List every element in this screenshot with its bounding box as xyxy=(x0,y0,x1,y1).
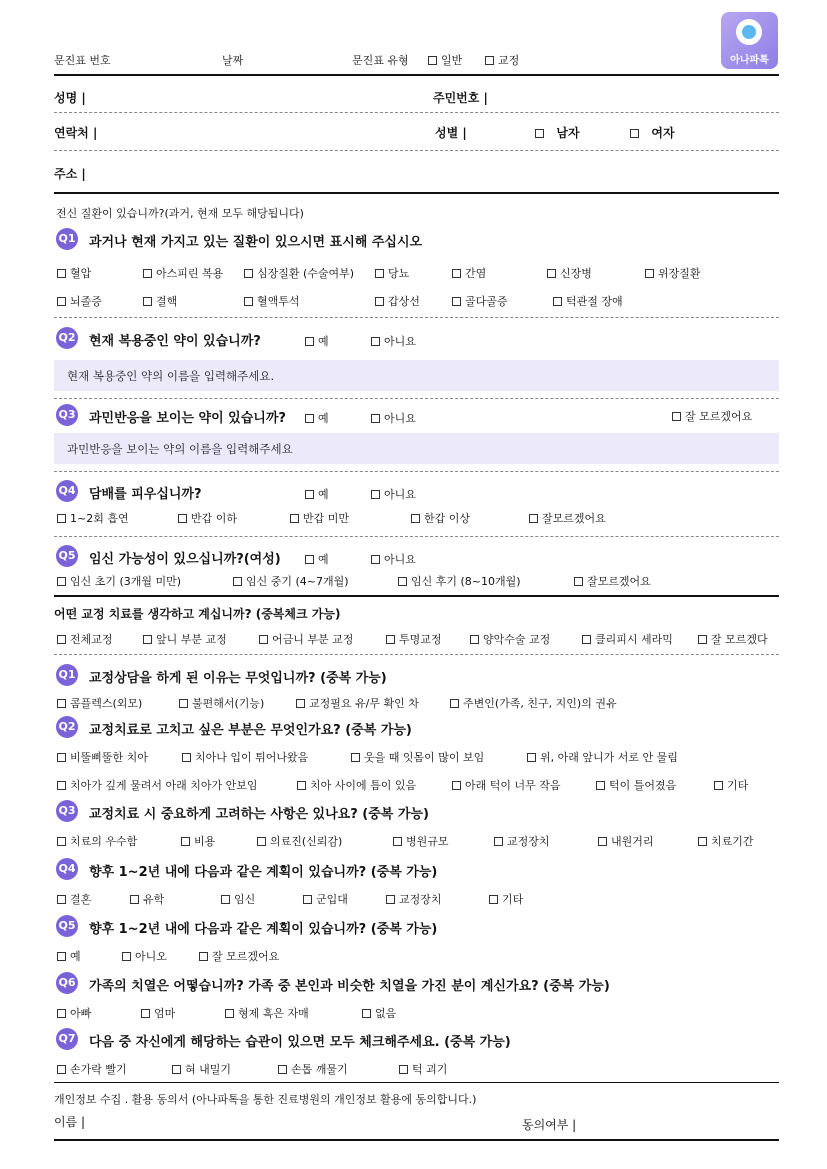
option-label: 임신 초기 (3개월 미만) xyxy=(70,575,182,588)
option-label: 기타 xyxy=(502,893,524,906)
q5-no-option[interactable]: 아니요 xyxy=(371,551,416,567)
option-label: 잘 모르겠어요 xyxy=(212,950,280,963)
input-placeholder: 과민반응을 보이는 약의 이름을 입력해주세요 xyxy=(67,442,293,456)
checkbox[interactable] xyxy=(371,555,380,564)
type-general-option[interactable]: 일반 xyxy=(428,52,462,68)
option-label: 손톱 깨물기 xyxy=(291,1063,348,1076)
checkbox[interactable] xyxy=(290,514,299,523)
option-label: 결혼 xyxy=(70,893,92,906)
option-label: 아래 턱이 너무 작음 xyxy=(465,779,561,792)
option-label: 혈액투석 xyxy=(257,295,300,308)
checkbox[interactable] xyxy=(259,635,268,644)
question-badge: Q2 xyxy=(56,327,78,349)
option-item[interactable] xyxy=(122,948,167,964)
option-item[interactable] xyxy=(57,631,113,647)
option-label: 치료기간 xyxy=(711,835,754,848)
option-item[interactable] xyxy=(596,777,676,793)
question-badge: Q3 xyxy=(56,800,78,822)
gender-label: 성별 | xyxy=(435,126,467,140)
question-badge: Q6 xyxy=(56,972,78,994)
option-item[interactable] xyxy=(141,1005,175,1021)
checkbox[interactable] xyxy=(698,635,707,644)
checkbox[interactable] xyxy=(527,753,536,762)
option-item[interactable] xyxy=(130,891,164,907)
question-text: 교정치료 시 중요하게 고려하는 사항은 있나요? (중복 가능) xyxy=(89,807,429,822)
question-text: 과민반응을 보이는 약이 있습니까? xyxy=(89,411,286,426)
option-label: 1~2회 흡연 xyxy=(70,512,129,525)
option-label: 전체교정 xyxy=(70,633,113,646)
checkbox[interactable] xyxy=(698,837,707,846)
question-badge: Q3 xyxy=(56,404,78,426)
section2-title: 어떤 교정 치료를 생각하고 계십니까? (중복체크 가능) xyxy=(54,607,341,621)
option-label: 앞니 부분 교정 xyxy=(156,633,227,646)
checkbox[interactable] xyxy=(399,1065,408,1074)
option-item[interactable] xyxy=(494,833,550,849)
option-label: 유학 xyxy=(143,893,165,906)
option-item[interactable] xyxy=(143,293,177,309)
consent-name-field[interactable]: 이름 | xyxy=(54,1115,86,1129)
option-item[interactable] xyxy=(645,265,701,281)
option-label: 양악수술 교정 xyxy=(483,633,551,646)
question-text: 담배를 피우십니까? xyxy=(89,487,202,502)
option-label: 당뇨 xyxy=(388,267,410,280)
option-label: 교정필요 유/무 확인 차 xyxy=(309,697,419,710)
option-item[interactable] xyxy=(452,265,486,281)
option-item[interactable] xyxy=(179,695,264,711)
option-item[interactable] xyxy=(57,948,81,964)
option-label: 잘 모르겠다 xyxy=(711,633,768,646)
option-label: 한갑 이상 xyxy=(424,512,471,525)
q5-yes-option[interactable]: 예 xyxy=(305,551,329,567)
option-label: 어금니 부분 교정 xyxy=(272,633,354,646)
divider xyxy=(54,654,779,655)
checkbox[interactable] xyxy=(221,895,230,904)
question-badge: Q1 xyxy=(56,664,78,686)
question-text: 향후 1~2년 내에 다음과 같은 계획이 있습니까? (중복 가능) xyxy=(89,865,438,880)
option-label: 임신 후기 (8~10개월) xyxy=(411,575,521,588)
checkbox[interactable] xyxy=(535,129,544,138)
checkbox[interactable] xyxy=(452,297,461,306)
checkbox[interactable] xyxy=(297,781,306,790)
option-label: 비뚤삐뚤한 치아 xyxy=(70,751,148,764)
checkbox[interactable] xyxy=(714,781,723,790)
option-item[interactable] xyxy=(547,265,592,281)
option-label: 위, 아래 앞니가 서로 안 물림 xyxy=(540,751,678,764)
input-placeholder: 현재 복용중인 약의 이름을 입력해주세요. xyxy=(67,369,275,383)
resident-number-field[interactable]: 주민번호 | xyxy=(433,91,488,105)
checkbox[interactable] xyxy=(375,269,384,278)
question-text: 다음 중 자신에게 해당하는 습관이 있으면 모두 체크해주세요. (중복 가능) xyxy=(89,1035,511,1050)
option-label: 콤플렉스(외모) xyxy=(70,697,143,710)
question-badge: Q1 xyxy=(56,228,78,250)
form-type-label: 문진표 유형 xyxy=(352,54,409,67)
checkbox[interactable] xyxy=(57,952,66,961)
contact-field[interactable]: 연락처 | xyxy=(54,126,98,140)
option-label: 예 xyxy=(70,950,81,963)
option-item[interactable] xyxy=(57,265,91,281)
option-label: 교정장치 xyxy=(399,893,442,906)
option-item[interactable] xyxy=(582,631,673,647)
checkbox[interactable] xyxy=(178,514,187,523)
checkbox[interactable] xyxy=(57,781,66,790)
checkbox[interactable] xyxy=(57,895,66,904)
option-label: 아빠 xyxy=(70,1007,92,1020)
option-item[interactable] xyxy=(714,777,748,793)
option-item[interactable] xyxy=(259,631,353,647)
option-item[interactable] xyxy=(172,1061,231,1077)
address-field[interactable]: 주소 | xyxy=(54,167,86,181)
option-item[interactable] xyxy=(450,695,617,711)
checkbox[interactable] xyxy=(630,129,639,138)
option-item[interactable] xyxy=(199,948,279,964)
allergy-input[interactable] xyxy=(54,433,779,464)
option-item[interactable] xyxy=(143,631,227,647)
q4-no-option[interactable]: 아니요 xyxy=(371,486,416,502)
option-item[interactable] xyxy=(489,891,523,907)
option-label: 치료의 우수함 xyxy=(70,835,138,848)
option-item[interactable] xyxy=(182,749,308,765)
checkbox[interactable] xyxy=(141,1009,150,1018)
option-item[interactable] xyxy=(297,777,416,793)
q3-unknown-option[interactable]: 잘 모르겠어요 xyxy=(672,408,752,424)
checkbox[interactable] xyxy=(371,490,380,499)
option-item[interactable] xyxy=(221,891,255,907)
checkbox[interactable] xyxy=(143,269,152,278)
checkbox[interactable] xyxy=(305,337,314,346)
checkbox[interactable] xyxy=(411,514,420,523)
option-label: 교정장치 xyxy=(507,835,550,848)
option-item[interactable] xyxy=(452,293,508,309)
option-label: 잘모르겠어요 xyxy=(542,512,606,525)
option-item[interactable] xyxy=(399,1061,447,1077)
option-label: 비용 xyxy=(194,835,216,848)
checkbox[interactable] xyxy=(371,337,380,346)
checkbox[interactable] xyxy=(351,753,360,762)
checkbox[interactable] xyxy=(57,635,66,644)
option-label: 잘모르겠어요 xyxy=(587,575,651,588)
checkbox[interactable] xyxy=(529,514,538,523)
option-label: 혈압 xyxy=(70,267,92,280)
option-item[interactable] xyxy=(233,573,349,589)
checkbox[interactable] xyxy=(398,577,407,586)
option-label: 내원거리 xyxy=(611,835,654,848)
checkbox[interactable] xyxy=(57,269,66,278)
checkbox[interactable] xyxy=(598,837,607,846)
option-label: 간염 xyxy=(465,267,487,280)
checkbox[interactable] xyxy=(305,490,314,499)
checkbox[interactable] xyxy=(257,837,266,846)
checkbox[interactable] xyxy=(547,269,556,278)
section1-title: 전신 질환이 있습니까?(과거, 현재 모두 해당됩니다) xyxy=(56,207,304,220)
option-label: 손가락 빨기 xyxy=(70,1063,127,1076)
option-item[interactable] xyxy=(598,833,654,849)
question-badge: Q5 xyxy=(56,915,78,937)
option-label: 위장질환 xyxy=(658,267,701,280)
option-item[interactable] xyxy=(57,695,142,711)
checkbox[interactable] xyxy=(485,56,494,65)
option-item[interactable] xyxy=(529,510,606,526)
checkbox[interactable] xyxy=(179,699,188,708)
option-label: 불편해서(기능) xyxy=(192,697,265,710)
checkbox[interactable] xyxy=(452,781,461,790)
option-item[interactable] xyxy=(57,1061,127,1077)
option-item[interactable] xyxy=(553,293,623,309)
option-item[interactable] xyxy=(574,573,651,589)
checkbox[interactable] xyxy=(225,1009,234,1018)
option-item[interactable] xyxy=(57,293,102,309)
option-item[interactable] xyxy=(57,1005,91,1021)
consent-title: 개인정보 수집 . 활용 동의서 (아나파톡을 통한 진료병원의 개인정보 활용에 동의합니다.) xyxy=(54,1093,477,1106)
divider xyxy=(54,317,779,318)
consent-agree-field[interactable]: 동의여부 | xyxy=(522,1118,577,1132)
option-label: 혀 내밀기 xyxy=(185,1063,232,1076)
question-text: 임신 가능성이 있으십니까?(여성) xyxy=(89,552,281,567)
checkbox[interactable] xyxy=(428,56,437,65)
medication-input[interactable] xyxy=(54,360,779,391)
option-label: 결핵 xyxy=(156,295,178,308)
option-item[interactable] xyxy=(698,631,768,647)
checkbox[interactable] xyxy=(305,414,314,423)
option-label: 턱이 틀어졌음 xyxy=(609,779,677,792)
checkbox[interactable] xyxy=(57,1009,66,1018)
option-label: 형제 혹은 자매 xyxy=(238,1007,309,1020)
option-label: 임신 중기 (4~7개월) xyxy=(246,575,349,588)
checkbox[interactable] xyxy=(57,1065,66,1074)
checkbox[interactable] xyxy=(645,269,654,278)
checkbox[interactable] xyxy=(386,635,395,644)
checkbox[interactable] xyxy=(172,1065,181,1074)
option-item[interactable] xyxy=(296,695,419,711)
option-label: 뇌졸증 xyxy=(70,295,102,308)
option-item[interactable] xyxy=(57,573,181,589)
option-label: 기타 xyxy=(727,779,749,792)
q3-no-option[interactable]: 아니요 xyxy=(371,410,416,426)
option-item[interactable] xyxy=(303,891,348,907)
question-text: 과거나 현재 가지고 있는 질환이 있으시면 표시해 주십시오 xyxy=(89,235,423,250)
option-label: 신장병 xyxy=(560,267,592,280)
name-field[interactable]: 성명 | xyxy=(54,91,86,105)
option-item[interactable] xyxy=(362,1005,396,1021)
option-item[interactable] xyxy=(57,749,148,765)
option-label: 웃을 때 잇몸이 많이 보임 xyxy=(364,751,485,764)
option-label: 아스피린 복용 xyxy=(156,267,224,280)
option-label: 턱 괴기 xyxy=(412,1063,448,1076)
option-label: 턱관절 장애 xyxy=(566,295,623,308)
option-item[interactable] xyxy=(57,777,258,793)
option-label: 없음 xyxy=(375,1007,397,1020)
logo-text: 아나파톡 xyxy=(730,55,769,66)
form-number-label: 문진표 번호 xyxy=(54,54,111,67)
option-label: 심장질환 (수술여부) xyxy=(257,267,355,280)
checkbox[interactable] xyxy=(57,297,66,306)
type-ortho-option[interactable]: 교정 xyxy=(485,52,519,68)
checkbox[interactable] xyxy=(57,577,66,586)
option-item[interactable] xyxy=(178,510,237,526)
option-item[interactable] xyxy=(290,510,349,526)
question-badge: Q4 xyxy=(56,858,78,880)
checkbox[interactable] xyxy=(181,837,190,846)
option-item[interactable] xyxy=(351,749,484,765)
checkbox[interactable] xyxy=(470,635,479,644)
question-text: 교정치료로 고치고 싶은 부분은 무엇인가요? (중복 가능) xyxy=(89,723,412,738)
checkbox[interactable] xyxy=(244,269,253,278)
divider xyxy=(54,536,779,537)
checkbox[interactable] xyxy=(362,1009,371,1018)
divider xyxy=(54,398,779,399)
option-item[interactable] xyxy=(386,891,442,907)
checkbox[interactable] xyxy=(450,699,459,708)
option-item[interactable] xyxy=(452,777,561,793)
divider xyxy=(54,1139,779,1141)
question-badge: Q2 xyxy=(56,716,78,738)
option-item[interactable] xyxy=(393,833,449,849)
option-label: 갑상선 xyxy=(388,295,420,308)
option-item[interactable] xyxy=(698,833,754,849)
option-label: 치아 사이에 틈이 있음 xyxy=(310,779,417,792)
option-label: 주변인(가족, 친구, 지인)의 권유 xyxy=(463,697,617,710)
q3-yes-option[interactable]: 예 xyxy=(305,410,329,426)
checkbox[interactable] xyxy=(303,895,312,904)
option-label: 아니오 xyxy=(135,950,167,963)
option-label: 군입대 xyxy=(316,893,348,906)
logo-icon xyxy=(736,19,762,45)
divider xyxy=(54,595,779,597)
checkbox[interactable] xyxy=(452,269,461,278)
q2-no-option[interactable]: 아니요 xyxy=(371,333,416,349)
q2-yes-option[interactable]: 예 xyxy=(305,333,329,349)
option-item[interactable] xyxy=(57,833,137,849)
option-item[interactable] xyxy=(57,510,129,526)
checkbox[interactable] xyxy=(386,895,395,904)
option-item[interactable] xyxy=(143,265,223,281)
option-label: 골다골증 xyxy=(465,295,508,308)
checkbox[interactable] xyxy=(278,1065,287,1074)
question-badge: Q4 xyxy=(56,480,78,502)
divider xyxy=(54,1082,779,1083)
checkbox[interactable] xyxy=(130,895,139,904)
option-label: 치아가 깊게 물려서 아래 치아가 안보임 xyxy=(70,779,258,792)
option-label: 클리피시 세라믹 xyxy=(595,633,673,646)
checkbox[interactable] xyxy=(296,699,305,708)
checkbox[interactable] xyxy=(57,514,66,523)
divider xyxy=(54,112,779,113)
option-item[interactable] xyxy=(278,1061,348,1077)
checkbox[interactable] xyxy=(371,414,380,423)
option-item[interactable] xyxy=(470,631,550,647)
checkbox[interactable] xyxy=(393,837,402,846)
divider xyxy=(54,471,779,472)
checkbox[interactable] xyxy=(375,297,384,306)
gender-male-option[interactable]: 남자 xyxy=(535,124,580,141)
option-label: 반갑 이하 xyxy=(191,512,238,525)
option-item[interactable] xyxy=(257,833,342,849)
option-label: 의료진(신뢰감) xyxy=(270,835,343,848)
brand-logo xyxy=(721,12,778,69)
option-item[interactable] xyxy=(244,265,354,281)
checkbox[interactable] xyxy=(494,837,503,846)
option-item[interactable] xyxy=(244,293,300,309)
option-item[interactable] xyxy=(225,1005,309,1021)
option-item[interactable] xyxy=(375,265,409,281)
checkbox[interactable] xyxy=(596,781,605,790)
checkbox[interactable] xyxy=(489,895,498,904)
checkbox[interactable] xyxy=(233,577,242,586)
option-item[interactable] xyxy=(375,293,420,309)
option-label: 반갑 미만 xyxy=(303,512,350,525)
option-label: 치아나 입이 튀어나왔음 xyxy=(195,751,309,764)
question-text: 향후 1~2년 내에 다음과 같은 계획이 있습니까? (중복 가능) xyxy=(89,922,438,937)
option-item[interactable] xyxy=(57,891,91,907)
checkbox[interactable] xyxy=(182,753,191,762)
checkbox[interactable] xyxy=(672,412,681,421)
checkbox[interactable] xyxy=(305,555,314,564)
option-label: 투명교정 xyxy=(399,633,442,646)
checkbox[interactable] xyxy=(143,635,152,644)
option-item[interactable] xyxy=(411,510,470,526)
q4-yes-option[interactable]: 예 xyxy=(305,486,329,502)
question-text: 교정상담을 하게 된 이유는 무엇입니까? (중복 가능) xyxy=(89,671,387,686)
checkbox[interactable] xyxy=(582,635,591,644)
checkbox[interactable] xyxy=(57,753,66,762)
checkbox[interactable] xyxy=(244,297,253,306)
option-item[interactable] xyxy=(181,833,215,849)
question-text: 가족의 치열은 어떻습니까? 가족 중 본인과 비슷한 치열을 가진 분이 계신가요? (중복 가능) xyxy=(89,979,610,994)
divider xyxy=(54,150,779,151)
checkbox[interactable] xyxy=(122,952,131,961)
option-item[interactable] xyxy=(386,631,442,647)
option-item[interactable] xyxy=(527,749,678,765)
date-label: 날짜 xyxy=(222,54,244,67)
option-label: 병원규모 xyxy=(406,835,449,848)
checkbox[interactable] xyxy=(553,297,562,306)
gender-female-option[interactable]: 여자 xyxy=(630,124,675,141)
question-text: 현재 복용중인 약이 있습니까? xyxy=(89,334,261,349)
option-item[interactable] xyxy=(398,573,521,589)
checkbox[interactable] xyxy=(574,577,583,586)
option-label: 엄마 xyxy=(154,1007,176,1020)
divider xyxy=(54,192,779,194)
checkbox[interactable] xyxy=(199,952,208,961)
checkbox[interactable] xyxy=(143,297,152,306)
checkbox[interactable] xyxy=(57,837,66,846)
option-label: 임신 xyxy=(234,893,256,906)
divider xyxy=(54,74,779,76)
checkbox[interactable] xyxy=(57,699,66,708)
question-badge: Q7 xyxy=(56,1028,78,1050)
question-badge: Q5 xyxy=(56,545,78,567)
